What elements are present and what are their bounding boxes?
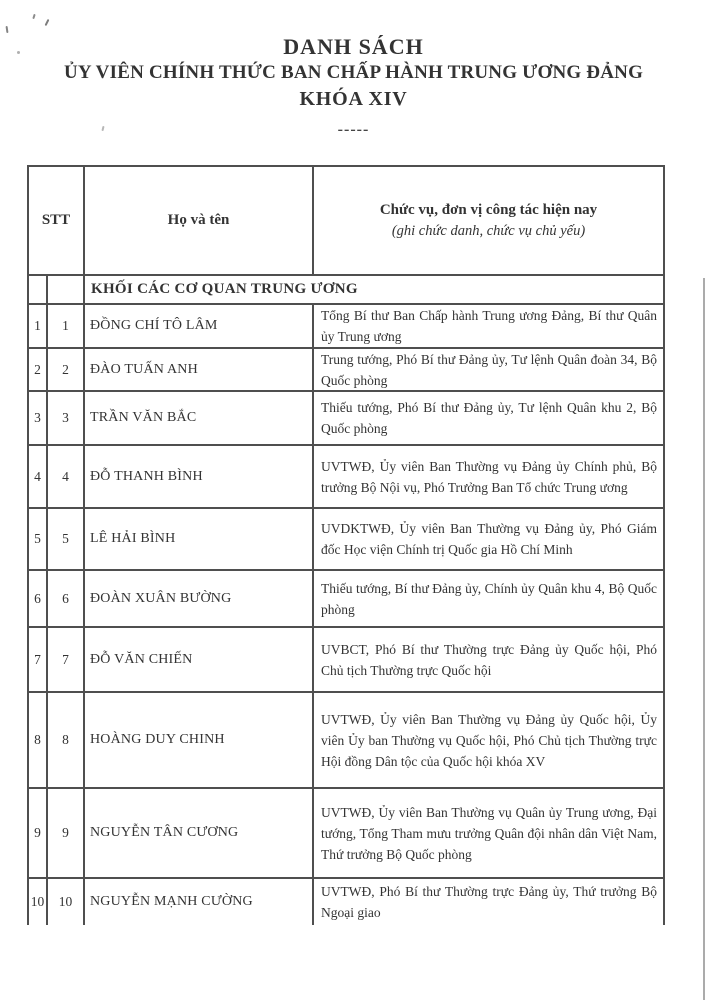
member-name-cell: ĐOÀN XUÂN BƯỜNG — [83, 571, 312, 626]
section-empty-cell — [46, 276, 83, 303]
document-title — [0, 34, 707, 139]
member-name-cell: LÊ HẢI BÌNH — [83, 509, 312, 569]
scan-artifact — [45, 19, 50, 26]
member-role-cell: Thiếu tướng, Phó Bí thư Đảng ủy, Tư lệnh Quân khu 2, Bộ Quốc phòng — [312, 392, 663, 444]
member-role-cell: UVTWĐ, Ủy viên Ban Thường vụ Đảng ủy Chính phủ, Bộ trưởng Bộ Nội vụ, Phó Trưởng Ban Tổ chức Trung ương — [312, 446, 663, 507]
row-number-cell: 2 — [34, 361, 41, 377]
title-separator: ----- — [337, 121, 370, 138]
table-row — [29, 390, 663, 444]
section-title-cell — [83, 276, 663, 303]
row-number-cell: 9 — [34, 825, 41, 840]
table-row — [29, 569, 663, 626]
row-number-cell: 5 — [34, 531, 41, 546]
row-subnumber-cell: 8 — [46, 693, 83, 787]
table-row — [29, 626, 663, 691]
header-name: Họ và tên — [83, 167, 312, 274]
member-role-cell: UVTWĐ, Phó Bí thư Thường trực Đảng ủy, Thứ trưởng Bộ Ngoại giao — [312, 879, 663, 925]
member-name-cell: ĐÀO TUẤN ANH — [83, 349, 312, 390]
row-subnumber-cell: 1 — [46, 305, 83, 347]
section-empty-cell — [29, 276, 46, 303]
row-subnumber-cell: 5 — [46, 509, 83, 569]
title-line-3: KHÓA XIV — [299, 88, 408, 110]
row-number-cell: 4 — [34, 468, 41, 484]
title-line-1: DANH SÁCH — [283, 34, 424, 59]
table-header-row — [29, 167, 663, 274]
row-subnumber-cell: 3 — [46, 392, 83, 444]
row-subnumber-cell: 4 — [46, 446, 83, 507]
member-role-cell: UVDKTWĐ, Ủy viên Ban Thường vụ Đảng ủy, Phó Giám đốc Học viện Chính trị Quốc gia Hồ Chí Minh — [312, 509, 663, 569]
row-subnumber-cell: 6 — [46, 571, 83, 626]
members-table — [27, 165, 665, 925]
member-name-cell: ĐỖ VĂN CHIẾN — [83, 628, 312, 691]
member-role-cell: UVTWĐ, Ủy viên Ban Thường vụ Đảng ủy Quốc hội, Ủy viên Ủy ban Thường vụ Quốc hội, Phó Chủ tịch Thường trực Hội đồng Dân tộc của Quốc hội khóa XV — [312, 693, 663, 787]
table-row — [29, 303, 663, 347]
member-name-cell: NGUYỄN MẠNH CƯỜNG — [83, 879, 312, 925]
member-name-cell: NGUYỄN TÂN CƯƠNG — [83, 789, 312, 877]
member-name-cell: ĐỒNG CHÍ TÔ LÂM — [83, 305, 312, 347]
member-name-cell: ĐỖ THANH BÌNH — [83, 446, 312, 507]
member-role-cell: Thiếu tướng, Bí thư Đảng ủy, Chính ủy Quân khu 4, Bộ Quốc phòng — [312, 571, 663, 626]
scan-artifact — [6, 26, 9, 33]
row-subnumber-cell: 2 — [46, 349, 83, 390]
row-subnumber-cell: 10 — [46, 879, 83, 925]
table-row — [29, 444, 663, 507]
table-row — [29, 691, 663, 787]
member-name-cell: TRẦN VĂN BẮC — [83, 392, 312, 444]
page-edge-line — [703, 278, 705, 1000]
row-number-cell: 10 — [30, 894, 45, 909]
table-row — [29, 787, 663, 877]
member-name-cell: HOÀNG DUY CHINH — [83, 693, 312, 787]
header-role-sub: (ghi chức danh, chức vụ chủ yếu) — [391, 222, 586, 239]
section-title: KHỐI CÁC CƠ QUAN TRUNG ƯƠNG — [91, 281, 358, 297]
member-role-cell: UVBCT, Phó Bí thư Thường trực Đảng ủy Quốc hội, Phó Chủ tịch Thường trực Quốc hội — [312, 628, 663, 691]
row-number-cell: 8 — [34, 732, 41, 747]
row-number-cell: 3 — [34, 410, 41, 425]
member-role-cell: Trung tướng, Phó Bí thư Đảng ủy, Tư lệnh Quân đoàn 34, Bộ Quốc phòng — [312, 349, 663, 390]
member-role-cell: Tổng Bí thư Ban Chấp hành Trung ương Đảng, Bí thư Quân ủy Trung ương — [312, 305, 663, 347]
row-subnumber-cell: 7 — [46, 628, 83, 691]
table-row — [29, 507, 663, 569]
table-row — [29, 877, 663, 925]
header-stt: STT — [41, 212, 71, 228]
table-row — [29, 347, 663, 390]
title-line-2: ỦY VIÊN CHÍNH THỨC BAN CHẤP HÀNH TRUNG ƯƠNG ĐẢNG — [63, 62, 644, 83]
section-row — [29, 274, 663, 303]
row-number-cell: 1 — [34, 318, 41, 333]
scan-artifact — [32, 14, 35, 19]
member-role-cell: UVTWĐ, Ủy viên Ban Thường vụ Quân ủy Trung ương, Đại tướng, Tổng Tham mưu trưởng Quân đội nhân dân Việt Nam, Thứ trưởng Bộ Quốc phòng — [312, 789, 663, 877]
row-subnumber-cell: 9 — [46, 789, 83, 877]
row-number-cell: 7 — [34, 651, 41, 667]
row-number-cell: 6 — [34, 590, 41, 606]
header-role-main: Chức vụ, đơn vị công tác hiện nay — [379, 201, 598, 218]
header-role — [312, 167, 663, 274]
